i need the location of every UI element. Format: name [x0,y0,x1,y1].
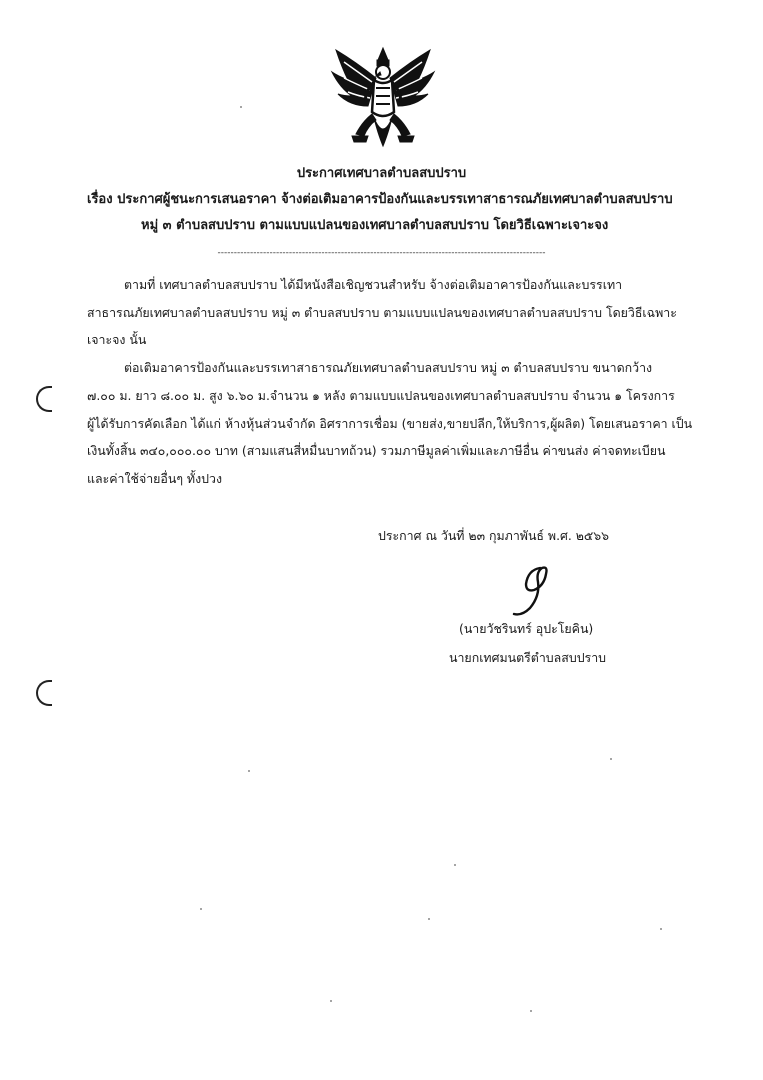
scan-speck [660,928,662,930]
signature-mark [500,562,570,620]
scan-speck [530,1010,532,1012]
separator-line: ----------------------------------------------------------------------------------------------------- [217,248,546,258]
punch-hole-mark [36,680,52,706]
paragraph-1-line-3: เจาะจง นั้น [87,332,147,347]
paragraph-1-line-1: ตามที่ เทศบาลตำบลสบปราบ ได้มีหนังสือเชิญชวนสำหรับ จ้างต่อเติมอาคารป้องกันและบรรเทา [124,277,623,292]
garuda-emblem-icon [328,42,438,152]
paragraph-2-line-4: เงินทั้งสิ้น ๓๔๐,๐๐๐.๐๐ บาท (สามแสนสี่หมื่นบาทถ้วน) รวมภาษีมูลค่าเพิ่มและภาษีอื่น ค่าขนส่ง ค่าจดทะเบียน [87,443,666,458]
paragraph-1-line-2: สาธารณภัยเทศบาลตำบลสบปราบ หมู่ ๓ ตำบลสบปราบ ตามแบบแปลนของเทศบาลตำบลสบปราบ โดยวิธีเฉพาะ [87,305,677,320]
scan-speck [248,770,250,772]
scan-speck [240,106,242,108]
paragraph-2-line-2: ๗.๐๐ ม. ยาว ๘.๐๐ ม. สูง ๖.๖๐ ม.จำนวน ๑ หลัง ตามแบบแปลนของเทศบาลตำบลสบปราบ จำนวน ๑ โครงการ [87,388,675,403]
signer-name: (นายวัชรินทร์ อุปะโยคิน) [459,621,594,636]
document-title: ประกาศเทศบาลตำบลสบปราบ [296,166,467,181]
paragraph-2-line-1: ต่อเติมอาคารป้องกันและบรรเทาสาธารณภัยเทศบาลตำบลสบปราบ หมู่ ๓ ตำบลสบปราบ ขนาดกว้าง [124,360,653,375]
scan-speck [330,1000,332,1002]
punch-hole-mark [36,386,52,412]
signer-title: นายกเทศมนตรีตำบลสบปราบ [449,650,607,665]
subject-line-2: หมู่ ๓ ตำบลสบปราบ ตามแบบแปลนของเทศบาลตำบลสบปราบ โดยวิธีเฉพาะเจาะจง [141,218,609,233]
paragraph-2-line-3: ผู้ได้รับการคัดเลือก ได้แก่ ห้างหุ้นส่วนจำกัด อิศราการเชื่อม (ขายส่ง,ขายปลีก,ให้บริการ,ผู้ผลิต) โดยเสนอราคา เป็น [87,416,693,431]
paragraph-2-line-5: และค่าใช้จ่ายอื่นๆ ทั้งปวง [87,471,223,486]
subject-line-1: เรื่อง ประกาศผู้ชนะการเสนอราคา จ้างต่อเติมอาคารป้องกันและบรรเทาสาธารณภัยเทศบาลตำบลสบปราบ [87,192,673,207]
scan-speck [428,918,430,920]
scan-speck [610,758,612,760]
scan-speck [200,908,202,910]
announcement-date: ประกาศ ณ วันที่ ๒๓ กุมภาพันธ์ พ.ศ. ๒๕๖๖ [378,528,610,543]
scan-speck [454,864,456,866]
